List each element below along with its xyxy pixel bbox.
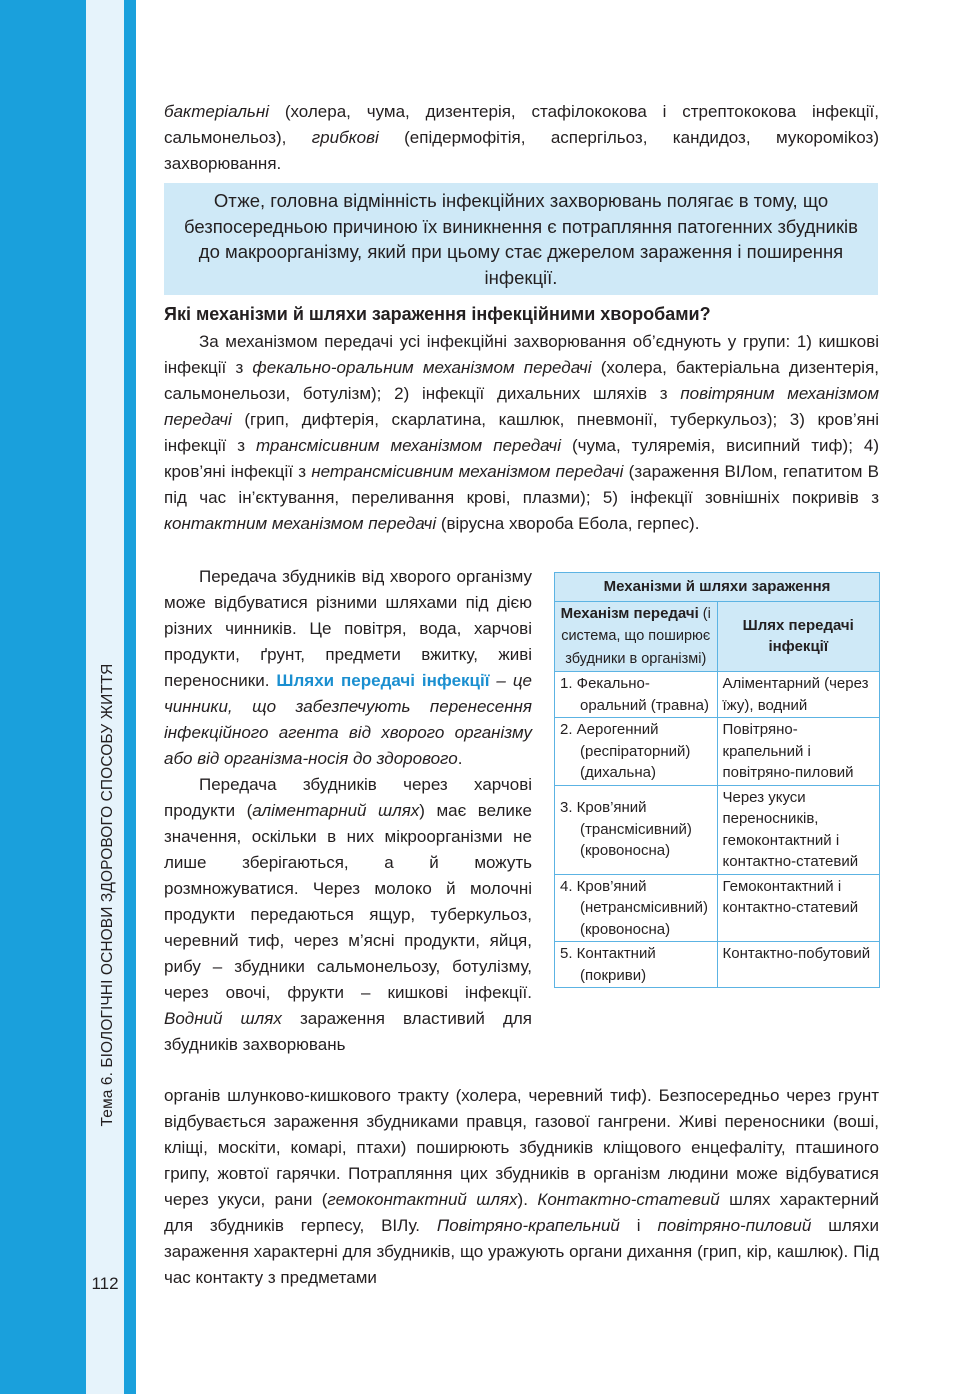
- side-topic-title: Тема 6. БІОЛОГІЧНІ ОСНОВИ ЗДОРОВОГО СПОСОБУ ЖИТТЯ: [99, 663, 116, 1127]
- table-caption: Механізми й шляхи зараження: [555, 573, 880, 602]
- alimentary-paragraph: Передача збудників через харчові продукти (аліментарний шлях) має велике значення, оскільки в них мікроорганізми не лише зберігаються, а й можуть розмножуватися. Через молоко й молочні продукти передаються ящур, туберкульоз, черевний тиф, через м’ясні продукти, яйця, рибу – збудники сальмонельозу, ботулізму, через овочі, фрукти – кишкові інфекції. Водний шлях зараження властивий для збудників захворювань: [164, 775, 532, 1054]
- table-header-path: Шлях передачі інфекції: [717, 601, 880, 672]
- mechanisms-table: [554, 572, 880, 988]
- mechanisms-paragraph: За механізмом передачі усі інфекційні захворювання об’єднують у групи: 1) кишкові інфекції з фекально-оральним механізмом передачі (холера, бактеріальна дизентерія, сальмонельози, ботулізм); 2) інфекції дихальних шляхів з повітряним механізмом передачі (грип, дифтерія, скарлатина, кашлюк, пневмонії, туберкульоз); 3) кров’яні інфекції з трансмісивним механізмом передачі (чума, туляремія, висипний тиф); 4) кров’яні інфекції з нетрансмісивним механізмом передачі (зараження ВІЛом, гепатитом В під час ін’єктування, переливання крові, плазми); 5) інфекції зовнішніх покривів з контактним механізмом передачі (вірусна хвороба Ебола, герпес).: [164, 332, 880, 533]
- table-row: 3. Кров’яний (трансмісивний) (кровоносна) Через укуси переносників, гемоконтактний і контактно-статевий: [555, 785, 880, 874]
- table-header-mechanism: Механізм передачі (і система, що поширює збудники в організмі): [555, 601, 718, 672]
- term-bacterial: бактеріальні: [164, 102, 270, 121]
- keyword-paths: Шляхи передачі інфекції: [276, 671, 490, 690]
- transmission-paths-paragraph: Передача збудників від хворого організму може відбуватися різними шляхами під дією різних чинників. Це повітря, вода, харчові продукти, ґрунт, предмети вжитку, живі переносники. Шляхи передачі інфекції – це чинники, що забезпечують перенесення інфекційного агента від хворого організму або від організма-носія до здорового.: [164, 567, 532, 768]
- page-number: 112: [91, 1274, 119, 1293]
- left-column-text: [164, 564, 532, 1058]
- table-row: 2. Аерогенний (респіраторний) (дихальна) Повітряно-крапельний і повітряно-пиловий: [555, 718, 880, 786]
- continuation-paragraph: органів шлунково-кишкового тракту (холера, черевний тиф). Безпосередньо через грунт відбувається зараження збудниками правця, газової гангрени. Живі переносники (воші, кліщі, москіти, комарі, птахи) поширюють збудників кліщового енцефаліту, пташиного грипу, жовтої гарячки. Потрапляння цих збудників в організм людини може відбуватися через укуси, рани (гемоконтактний шлях). Контактно-статевий шлях характерний для збудників герпесу, ВІЛу. Повітряно-крапельний і повітряно-пиловий шляхи зараження характерні для збудників, що уражують органи дихання (грип, кір, кашлюк). Під час контакту з предметами: [164, 1086, 879, 1287]
- term-fungal: грибкові: [311, 128, 379, 147]
- side-band-inner: [124, 0, 136, 1394]
- intro-paragraph: бактеріальні (холера, чума, дизентерія, стафілококова і стрептококова інфекції, сальмонельоз), грибкові (епідермофітія, аспергільоз, кандидоз, мукороміkоз) захворювання.: [164, 102, 879, 173]
- section-heading: Які механізми й шляхи зараження інфекційними хворобами?: [164, 304, 711, 324]
- table-row: 1. Фекально-оральний (травна) Аліментарний (через їжу), водний: [555, 672, 880, 718]
- table-row: 4. Кров’яний (нетрансмісивний) (кровоносна) Гемоконтактний і контактно-статевий: [555, 874, 880, 942]
- highlight-box: Отже, головна відмінність інфекційних захворювань полягає в тому, що безпосередньою причиною їх виникнення є потрапляння патогенних збудників до макроорганізму, який при цьому стає джерелом зараження і поширення інфекції.: [164, 183, 878, 295]
- side-band-outer: [0, 0, 86, 1394]
- table-row: 5. Контактний (покриви) Контактно-побутовий: [555, 942, 880, 988]
